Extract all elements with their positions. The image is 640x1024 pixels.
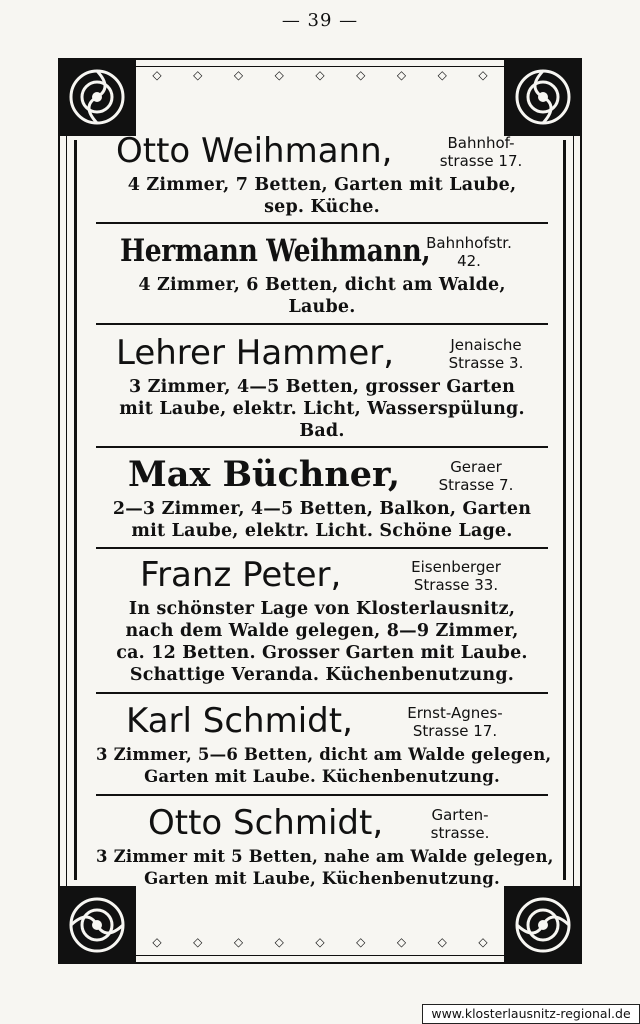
diamond-icon: ◇ — [233, 68, 244, 82]
listing-max-buechner — [96, 448, 548, 542]
diamond-icon: ◇ — [396, 68, 407, 82]
divider — [96, 323, 548, 325]
diamond-icon: ◇ — [152, 935, 162, 949]
listing-address: Ernst-Agnes- Strasse 17. — [407, 704, 503, 740]
diamond-icon: ◇ — [437, 68, 447, 82]
listing-address: Bahnhofstr. 42. — [426, 234, 512, 270]
listing-description: In schönster Lage von Klosterlausnitz, nach dem Walde gelegen, 8—9 Zimmer, ca. 12 Betten. Grosser Garten mit Laube. Schattige Veranda. Küchenbenutzung. — [116, 599, 528, 685]
listing-address: Eisenberger Strasse 33. — [411, 558, 501, 594]
listing-description: 3 Zimmer, 5—6 Betten, dicht am Walde gelegen, Garten mit Laube. Küchenbenutzung. — [96, 745, 552, 786]
diamond-icon: ◇ — [478, 935, 488, 949]
top-diamond-row — [150, 66, 490, 84]
diamond-icon: ◇ — [396, 935, 407, 949]
diamond-icon: ◇ — [233, 935, 244, 949]
corner-ornament-bottom-left — [58, 886, 136, 964]
listing-name: Lehrer Hammer, — [116, 333, 395, 373]
listing-address: Geraer Strasse 7. — [438, 458, 514, 494]
diamond-icon: ◇ — [315, 935, 325, 949]
page-number: — 39 — — [281, 10, 359, 31]
listing-name: Otto Schmidt, — [148, 803, 384, 843]
listing-description: 3 Zimmer mit 5 Betten, nahe am Walde gelegen, Garten mit Laube, Küchenbenutzung. — [96, 847, 554, 888]
listing-lehrer-hammer — [96, 326, 548, 442]
rose-ornament-icon — [58, 886, 136, 964]
website-watermark[interactable]: www.klosterlausnitz-regional.de — [422, 1004, 640, 1024]
rose-ornament-icon — [504, 886, 582, 964]
listing-address: Garten- strasse. — [430, 806, 490, 842]
diamond-icon: ◇ — [152, 68, 162, 82]
listing-description: 3 Zimmer, 4—5 Betten, grosser Garten mit Laube, elektr. Licht, Wasserspülung. Bad. — [119, 377, 525, 441]
listing-name: Max Büchner, — [128, 454, 401, 495]
listing-franz-peter — [96, 548, 548, 686]
listing-hermann-weihmann — [96, 224, 548, 318]
diamond-icon: ◇ — [315, 68, 325, 82]
listing-name: Franz Peter, — [140, 555, 342, 595]
listing-description: 4 Zimmer, 7 Betten, Garten mit Laube, sep. Küche. — [127, 175, 517, 217]
listing-otto-weihmann — [96, 124, 548, 218]
listing-description: 4 Zimmer, 6 Betten, dicht am Walde, Laube. — [138, 275, 506, 317]
diamond-icon: ◇ — [478, 68, 488, 82]
diamond-icon: ◇ — [356, 935, 366, 949]
diamond-icon: ◇ — [437, 935, 447, 949]
right-side-rule — [563, 140, 566, 880]
diamond-icon: ◇ — [356, 68, 366, 82]
bottom-diamond-row — [150, 933, 490, 951]
listing-name: Otto Weihmann, — [116, 131, 393, 171]
listing-karl-schmidt — [96, 694, 552, 788]
left-side-rule — [74, 140, 77, 880]
diamond-icon: ◇ — [274, 68, 284, 82]
listing-otto-schmidt — [96, 796, 554, 890]
diamond-icon: ◇ — [193, 935, 203, 949]
listing-address: Bahnhof- strasse 17. — [439, 134, 523, 170]
listing-name: Hermann Weihmann, — [120, 233, 431, 269]
diamond-icon: ◇ — [193, 68, 203, 82]
listing-name: Karl Schmidt, — [126, 701, 353, 741]
corner-ornament-bottom-right — [504, 886, 582, 964]
listing-address: Jenaische Strasse 3. — [448, 336, 524, 372]
diamond-icon: ◇ — [274, 935, 284, 949]
listing-description: 2—3 Zimmer, 4—5 Betten, Balkon, Garten mit Laube, elektr. Licht. Schöne Lage. — [112, 499, 532, 541]
